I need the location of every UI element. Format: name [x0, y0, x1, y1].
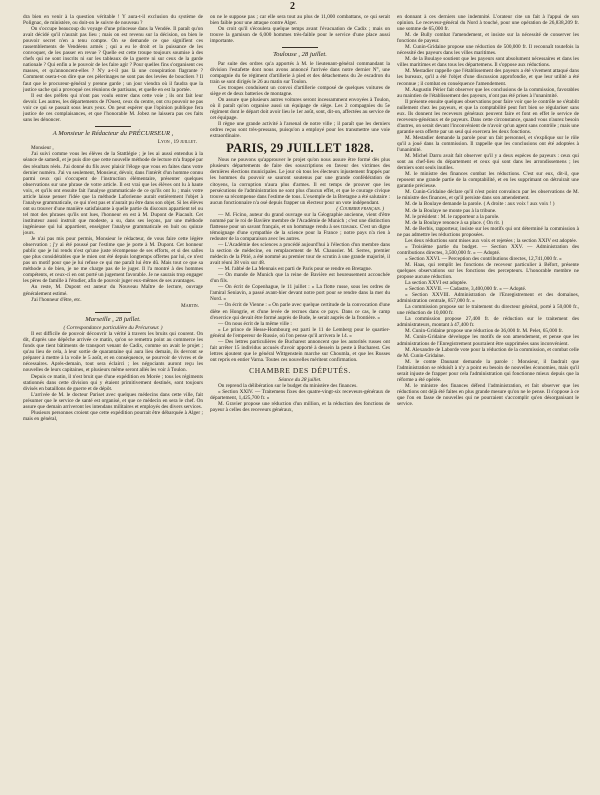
- article-text: — M. Ficino, auteur du grand ouvrage sur la Géographie ancienne, vient d'être nommé par le roi de Bavière membre de l'Académie de Munich ; c'est une distinction flatteuse pour un savant français, et un hommage rendu à ses travaux. C'est un digne témoignage d'une sympathie de la science pour la France ; notre pays n'a rien à redouter de la comparaison avec les autres.: [210, 211, 390, 242]
- article-text: « Section XXVI. — Perception des contributions directes, 12,741,000 fr. »: [405, 255, 562, 262]
- session-date: Séance du 28 juillet.: [278, 376, 322, 383]
- article-text: M. de la Boulaye ne monte pas à la tribune.: [405, 207, 497, 214]
- article-text: J'ai l'honneur d'être, etc.: [31, 296, 82, 303]
- column-1: [23, 14, 203, 791]
- article-text: M. le ministre des finances défend l'administration, et fait observer que les réductions ont déjà été faites en plus grande mesure qu'on ne le pense. Il s'oppose à ce que l'on en fasse de nouvelles qui ne pourraient s'accomplir qu'en désorganisant le service.: [397, 382, 579, 407]
- dateline-heading: Marseille , 28 juillet.: [85, 315, 141, 323]
- page-number: 2: [290, 1, 295, 12]
- article-text: On assure que plusieurs autres voitures seront incessamment envoyées à Toulon, où il paraît qu'on organise aussi un équipage de siège. Les 2 compagnies du 5e régiment dont le départ doit avoir lieu le 1er août, sont, dit-on, affectées au service de cet équipage.: [210, 97, 390, 122]
- article-text: Depuis ce matin, il n'est bruit que d'une expédition en Morée ; tous les régiments stationnés dans cette division qui y étaient primitivement destinés, sont toujours divisés en bataillons de guerre et de dépôt.: [23, 373, 203, 392]
- paris-headline: PARIS, 29 JUILLET 1828.: [226, 141, 374, 156]
- article-text: M. Augustin Périer fait observer que les conclusions de la commission, favorables au maintien de l'établissement des payeurs, n'ont pas été prises à l'unanimité.: [397, 86, 579, 99]
- dateline: Lyon , 19 juillet.: [157, 139, 197, 146]
- article-text: — Des lettres particulières de Bucharest annoncent que les autorités russes ont fait arrêter 15 individus accusés d'avoir apporté à dessein la peste à Bucharest. Ces lettres ajoutent que le général Wittgenstein marche sur Choumla, et que les Russes ont repris en entier Varna. Toutes ces nouvelles méritent confirmation.: [210, 338, 390, 363]
- article-text: Plusieurs personnes croient que cette expédition pourrait être débarquée à Alger ; mais en général,: [23, 409, 203, 422]
- article-text: on ne le suppose pas ; car elle sera tout au plus de 11,000 combattans, ce qui serait bien faible pour une attaque contre Alger.: [210, 14, 390, 27]
- article-text: M. de Bully combat l'amendement, et insiste sur la nécessité de conserver les fonctions de payeur.: [397, 32, 579, 45]
- article-text: On s'occupe beaucoup du voyage d'une princesse dans la Vendée. Il paraît qu'on avait décidé qu'il n'aurait pas lieu ; mais on est revenu sur la décision, on bien le pouvoir secret n'en a tenu compte. On se demande ce que signifient ces rassemblements de Vendéens armés ; qui a eu le droit et la puissance de les convoquer, de les passer en revue ? Quelle est cette troupe toujours soumise à des chefs qui ne sont inscrits ni sur les tableaux de la guerre ni sur ceux de la garde nationale ? Qui enfin a le pouvoir de les faire agir ? Pour quelles fins s'organisent ces masses, et qu'annoncent-elles ? N'y a-t-il pas là une conspiration flagrante ? Comment osera-t-on dire que ces pèlerinages ne sont pas des levées de boucliers ? Il faut que le procureur-général y prenne garde ; un jour viendra où il faudra que la justice sache qui a provoqué ces réunions de partisans, et quelle en est la portée.: [23, 26, 203, 93]
- dateline-heading: Toulouse , 28 juillet.: [273, 51, 327, 59]
- article-text: « Le prince de Hesse-Hombourg est parti le 11 de Lemberg pour le quartier-général de l'empereur de Russie, où l'on pense qu'il arrivera le 14. »: [210, 326, 390, 339]
- article-text: M. de la Boulaye soutient que les payeurs sont absolument nécessaires et dans les villes maritimes et dans tous les départemens. Il s'oppose aux réductions.: [397, 56, 579, 69]
- article-text: L'arrivée de M. le docteur Pariset avec quelques médecins dans cette ville, fait présumer que le service de santé est organisé, et que ce médecin en sera le chef. On assure que demain arriveront les intendans militaires et employés des divers services.: [23, 391, 203, 410]
- article-text: — On écrit de Copenhague, le 11 juillet : « La flotte russe, sous les ordres de l'amiral Seniavin, a passé avant-hier devant notre port pour se rendre dans la mer du Nord. »: [210, 284, 390, 303]
- article-text: M. de la Boulaye demande la parole. ( A droite : aux voix ! aux voix ! ): [405, 201, 555, 208]
- correspondence-note: ( Correspondance particulière du Précurseur. ): [63, 325, 163, 332]
- article-text: Les deux réductions sont mises aux voix et rejetées ; la section XXIV est adoptée.: [405, 237, 578, 244]
- article-text: « Troisième partie du budget. — Section XXV. — Administration des contributions directes, 3,500,000 fr. » — Adopté.: [397, 243, 579, 256]
- article-text: Par suite des ordres qu'a apportés à M. le lieutenant-général commandant la division l'estafette dont nous avons annoncé l'arrivée dans notre dernier N°, une compagnie du 6e régiment d'artillerie à pied et des détachemens du 2e escadron du train se sont dirigés le 26 au matin sur Toulon.: [210, 60, 390, 85]
- article-text: La section XXVI est adoptée.: [405, 280, 468, 287]
- article-text: M. Cunin-Gridaine propose une réduction de 500,000 fr. Il reconnaît toutefois la nécessité des payeurs dans les villes maritimes.: [397, 44, 579, 57]
- source-credit: ( Courrier français. ): [336, 205, 384, 212]
- article-text: M. Alexandre de Laborde vote pour la réduction de la commission, et combat celle de M. Cunin-Gridaine.: [397, 346, 579, 359]
- article-text: Ces troupes conduisent un convoi d'artillerie composé de quelques voitures de siège et de deux batteries de montagne.: [210, 84, 390, 97]
- article-text: M. Cunin-Gridaine déclare qu'il n'est point convaincu par les observations de M. le ministre des finances, et qu'il persiste dans son amendement.: [397, 189, 579, 202]
- column-3: [397, 14, 579, 791]
- article-text: M. le président : M. le rapporteur a la parole.: [405, 213, 500, 220]
- article-text: M. le ministre des finances combat les réductions. C'est sur eux, dit-il, que reposent une grande partie de la comptabilité, et en les supprimant on détruirait une garantie précieuse.: [397, 171, 579, 190]
- article-text: « Section XXIV. — Traitemens fixes des quatre-vingt-six receveurs-généraux de département, 1,425,700 fr. »: [210, 389, 390, 402]
- article-text: « Section XXVII. — Cadastre, 3,400,000 fr. » — Adopté.: [405, 286, 527, 293]
- salutation: Monsieur ,: [31, 145, 54, 152]
- section-divider: [95, 312, 131, 313]
- article-text: « Section XXVIII. Administration de l'Enregistrement et des domaines, administration centrale, 857,000 fr. »: [397, 292, 579, 305]
- article-text: Il règne une grande activité à l'arsenal de notre ville ; il paraît que les derniers ordres reçus sont très-pressans, puisqu'on a employé pour les transmettre une voie extraordinaire.: [210, 121, 390, 140]
- article-text: M. de Berbis, rapporteur, insiste sur les motifs qui ont déterminé la commission à ne pas admettre les réductions proposées.: [397, 225, 579, 238]
- article-text: Il est des préfets qui n'ont pas voulu entrer dans cette voie ; ils ont fait leur devoir. Les autres, les départements de l'Ouest, ceux du centre, ont cru pouvoir ne pas voir ce qui se passait sous leurs yeux. On peut espérer que l'opinion publique fera justice de ces complaisances, et que l'honorable M. Jobez ne laissera pas ces faits sans les dénoncer.: [23, 92, 203, 123]
- section-divider: [282, 47, 318, 48]
- article-text: — On écrit de Vienne : « On parle avec quelque certitude de la convocation d'une diète en Hongrie, et d'une levée de recrues dans ce pays. Dans ce cas, le camp d'exercice qui devait être formé auprès de Bude, le serait auprès de la frontière. »: [210, 302, 390, 321]
- article-text: M. Haas, qui remplit les fonctions de receveur particulier à Béfort, présente quelques observations sur les fonctions des percepteurs. L'honorable membre ne propose aucune réduction.: [397, 261, 579, 281]
- article-text: M. de la Boulaye renonce à sa place. ( On rit. ): [405, 219, 504, 226]
- article-text: Il présente ensuite quelques observations pour faire voir que le contrôle ne s'établit nullement chez les payeurs, et que la comptabilité peut fort bien se régulariser sans eux. Ils donnent les receveurs généraux peuvent faire et font en effet le service de receveurs-généraux et de payeurs. Dans cette circonstance, quand vous n'aurez besoin d'autres, on serait devant l'inconvénient de n'avoir qu'un agent sans contrôle ; mais une garantie sera offerte par un seul qui exercera les deux fonctions.: [397, 98, 579, 135]
- article-text: Il est difficile de pouvoir découvrir la vérité à travers les bruits qui courent. On dit, d'après une dépêche arrivée ce matin, qu'on se remettra point au commerce les fonds que tient bâtiments de transport venant de Cadix, comme on avait le projet ; qu'au lieu de cela, à leur sortie de quarantaine qui aura lieu demain, ils devront se préparer à mettre à la voile le 5 août, et en conséquence, se pourvoir de vivres et de nécessaires. Après-demain, tout sera éclairci ; les négociants auront reçu les nouvelles de leurs capitaines, et plusieurs même seront allés les voir à Toulon.: [23, 331, 203, 374]
- article-text: M. Cunin-Gridaine propose une réduction de 36,000 fr. M. Pelet, 65,000 fr.: [405, 328, 564, 335]
- article-text: On croit qu'il s'écoulera quelque temps avant l'évacuation de Cadix ; mais on trouve la garnison de 6,000 hommes très-faible pour le service d'une place aussi importante.: [210, 26, 390, 45]
- article-text: La commission propose 27,400 fr. de réduction sur le traitement des administrateurs, montant à 47,400 fr.: [397, 316, 579, 329]
- article-text: M. Michel Darru avait fait observer qu'il y a deux espèces de payeurs : ceux qui sont au chef-lieu du département et ceux qui sont dans les arrondissemens ; les derniers sont seuls inutiles.: [397, 153, 579, 172]
- article-text: M. le comte Daunant demande la parole : Monsieur, il faudrait que l'administration se réduisît à n'y a point eu besoin de nouvelles économies, mais qu'il serait injuste de frapper pour cela l'administration qui fonctionne mieux depuis que la réforme a été opérée.: [397, 358, 579, 383]
- article-text: M. Cunin-Gridaine développe les motifs de son amendement, et pense que les administrations de l'Enregistrement pourraient être supprimées sans inconvénient.: [397, 334, 579, 347]
- article-text: M. Gravier propose une réduction d'un million, et la réduction des fonctions de payeur à celles des receveurs généraux,: [210, 401, 390, 414]
- article-text: La commission propose sur le traitement du directeur général, porté à 50,000 fr., une réduction de 10,000 fr.: [397, 304, 579, 317]
- article-text: dra bien en venir à la question véritable ! Y aura-t-il exclusion du système de Polignac, de ministère, ou doit-on le suivre de nouveau ?: [23, 14, 203, 27]
- chamber-heading: CHAMBRE DES DÉPUTÉS.: [249, 365, 351, 375]
- article-text: Je n'ai pas mis pour permis, Monsieur le rédacteur, de vous faire cette légère observation ; j'y ai été poussé par l'estime que je porte à M. Dupont. Cet honneur public que je lui rends n'est qu'une juste récompense de ses efforts, et si des salles que plus considérables que le mien ont été depuis longtemps offertes par lui, ce n'est pas un motif pour que je lui refuse ce qui me paraît lui être dû. Mais tout ce que sa méthode a de bien, je ne me charge pas de le juger. Il l'a montré à des hommes compétents, et ceux-ci en ont porté un jugement favorable. Je ne saurais trop engager les pères de famille à l'étudier, afin de pouvoir juger eux-mêmes de ses avantages.: [23, 236, 203, 285]
- article-text: Au reste, M. Dupont est auteur du Nouveau Maître de lecture, ouvrage généralement estimé.: [23, 284, 203, 297]
- section-divider: [95, 126, 131, 127]
- article-text: J'ai suivi comme vous les élèves de la Stattlégie ; je les ai aussi entendus à la séance de samedi, et je puis dire que cette nouvelle méthode de lecture m'a frappé par des résultats réels. J'ai donné du fils avec plaisir l'éloge que vous en faites dans votre dernier numéro. J'ai vu seulement, Monsieur, dévoir, dans l'intérêt d'un homme connu parmi ceux qui s'occupent de l'instruction élémentaire, présenter quelques observations sur une phrase de votre article. Il est vrai que les élèves ont lu à haute voix, et qu'ils ont ensuite fait l'analyse grammaticale de ce qu'ils ont lu ; mais votre article laisse penser l'idée que la méthode Laforienne aurait entièrement l'objet à l'analyse grammaticale, ce qui n'est pas et n'aurait pu être dans son objet. Si les élèves ont su trouver d'une manière satisfaisante à quelle partie du discours appartient tel ou tel mot des phrases qu'ils ont lues, l'honneur en est à M. Dupont de Piacault. Cet instituteur aussi instruit que modeste, a su, dans ses leçons, par une méthode ingénieuse qui lui appartient, enseigner l'analyse grammaticale en huit ou quinze jours.: [23, 151, 203, 237]
- column-2: [210, 14, 390, 791]
- article-text: — L'Académie des sciences a procédé aujourd'hui à l'élection d'un membre dans la section de médecine, en remplacement de M. Chaussier. M. Serres, premier médecin de la Pitié, a été nommé au premier tour de scrutin à une grande majorité, il avait réuni 38 voix sur 48.: [210, 242, 390, 267]
- letter-heading: A Monsieur le Rédacteur du PRÉCURSEUR ,: [52, 129, 174, 137]
- article-text: — On nous écrit de la même ville :: [218, 320, 292, 327]
- article-text: M. Mestadier rappelle que l'établissement des payeurs a été vivement attaqué dans les bureaux, qu'il a été l'objet d'une discussion approfondie, et que leur utilité a été reconnue ; il combat en conséquence l'amendement.: [397, 68, 579, 87]
- article-text: M. Mestadier demande la parole pour un fait personnel, et s'explique sur le rôle qu'il a joué dans la commission. Il rappelle que les conclusions ont été adoptées à l'unanimité.: [397, 134, 579, 154]
- signature: Martin.: [181, 302, 199, 309]
- article-text: — On mande de Munich que la reine de Bavière est heureusement accouchée d'un fils.: [210, 272, 390, 285]
- article-text: — M. l'abbé de La Mennais est parti de Paris pour se rendre en Bretagne.: [218, 266, 373, 273]
- article-text: On reprend la délibération sur le budget du ministère des finances.: [218, 382, 358, 389]
- article-text: Nous ne pouvons qu'approuver le projet qu'on nous assure être formé dès plus plusieurs départements de faire des souscriptions en faveur des victimes des dernières élections municipales. Le jour où tous les électeurs injustement frappés par les hommes du pouvoir se sauront soutenus par une grande confédération de citoyens, la corruption n'aura plus d'armes. Il est temps de prouver que les persécutions de l'administration ne sont plus d'aucun effet, et que le courage civique trouve sa récompense dans l'estime de tous. L'exemple de la Bretagne a été salutaire : aucun fonctionnaire n'a osé depuis frapper un électeur pour un vote indépendant.: [210, 157, 390, 206]
- article-text: en donnant à ces derniers une indemnité. L'orateur cite un fait à l'appui de son opinion. Le receveur-général du Nord à touché, pour une opération de 26,838,209 fr. une somme de 65,000 fr.: [397, 14, 579, 33]
